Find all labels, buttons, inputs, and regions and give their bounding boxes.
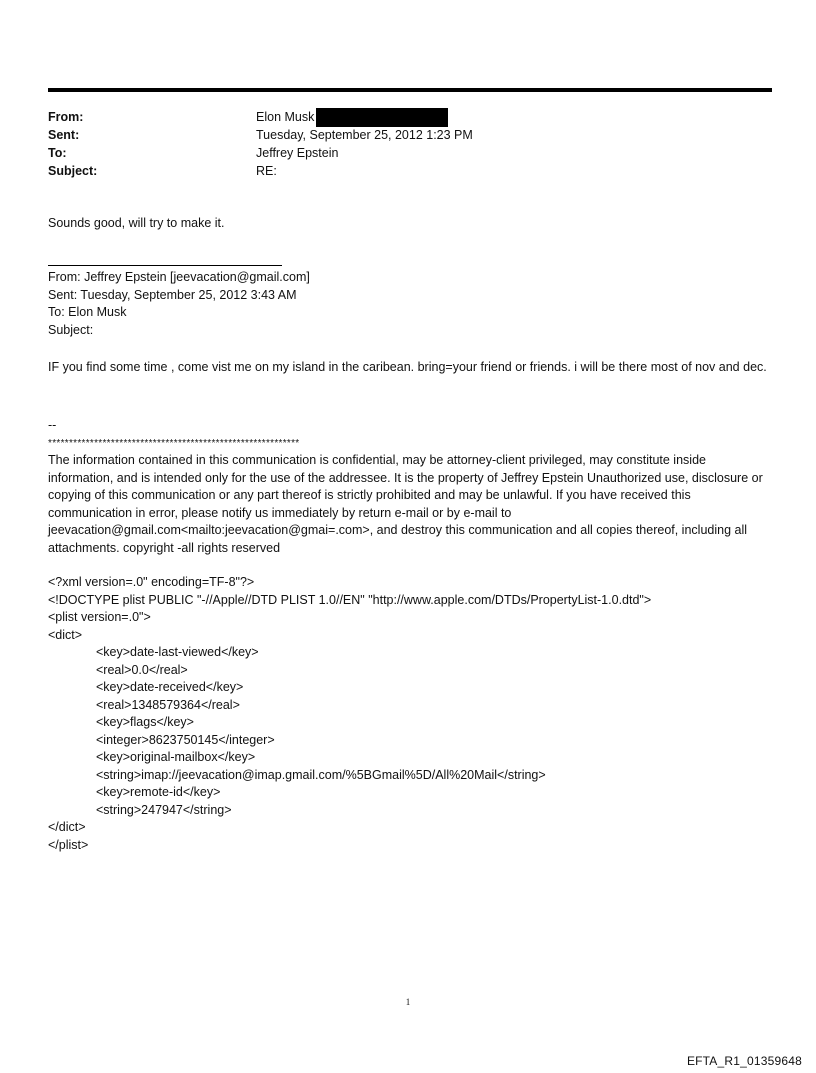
from-label: From: <box>48 110 84 124</box>
xml-line: <plist version=.0"> <box>48 610 151 624</box>
xml-line: <?xml version=.0" encoding=TF-8"?> <box>48 575 255 589</box>
quoted-to: To: Elon Musk <box>48 305 127 319</box>
xml-dict-line: <real>1348579364</real> <box>96 697 240 712</box>
page-number: 1 <box>405 997 411 1007</box>
quote-separator <box>48 265 282 266</box>
xml-dict-line: <string>247947</string> <box>96 802 232 817</box>
email-header <box>48 108 473 180</box>
from-value: Elon Musk <box>256 110 315 124</box>
signature-stars: ************************************************************ <box>48 437 300 449</box>
signature <box>48 417 772 452</box>
subject-value: RE: <box>256 164 277 178</box>
xml-line: <!DOCTYPE plist PUBLIC "-//Apple//DTD PLIST 1.0//EN" "http://www.apple.com/DTDs/PropertyList-1.0.dtd"> <box>48 592 652 607</box>
xml-close-line: </plist> <box>48 837 89 852</box>
xml-dict-line: <string>imap://jeevacation@imap.gmail.com/%5BGmail%5D/All%20Mail</string> <box>96 767 546 782</box>
xml-dict-line: <integer>8623750145</integer> <box>96 732 275 747</box>
quoted-sent: Sent: Tuesday, September 25, 2012 3:43 AM <box>48 287 297 302</box>
xml-dict-line: <real>0.0</real> <box>96 662 188 677</box>
from-row <box>48 108 473 126</box>
redaction-block <box>316 108 448 127</box>
header-rule <box>48 88 772 92</box>
xml-dict-line: <key>remote-id</key> <box>96 785 221 799</box>
sent-row <box>48 126 473 144</box>
xml-line: <dict> <box>48 627 83 642</box>
quoted-from: From: Jeffrey Epstein [jeevacation@gmail.com] <box>48 270 310 284</box>
to-value: Jeffrey Epstein <box>256 146 339 160</box>
to-label: To: <box>48 146 67 160</box>
xml-block <box>48 574 772 854</box>
disclaimer: The information contained in this communication is confidential, may be attorney-client privileged, may constitute inside information, and is intended only for the use of the addressee. It is the property of Jeffrey Epstein Unauthorized use, disclosure or copying of this communication or any part thereof is strictly prohibited and may be unlawful. If you have received this communication in error, please notify us immediately by return e-mail or by e-mail to jeevacation@gmail.com<mailto:jeevacation@gmai=.com>, and destroy this communication and all copies thereof, including all attachments. copyright -all rights reserved <box>48 453 763 555</box>
xml-close-line: </dict> <box>48 820 86 834</box>
to-row <box>48 144 473 162</box>
xml-dict-line: <key>date-last-viewed</key> <box>96 645 259 659</box>
quoted-subject: Subject: <box>48 322 94 337</box>
xml-dict-line: <key>flags</key> <box>96 715 194 729</box>
signature-dash: -- <box>48 418 57 432</box>
sent-label: Sent: <box>48 128 80 142</box>
subject-label: Subject: <box>48 164 98 178</box>
subject-row <box>48 162 473 180</box>
bates-number: EFTA_R1_01359648 <box>686 1054 802 1068</box>
reply-text: Sounds good, will try to make it. <box>48 216 225 230</box>
from-value-wrap <box>256 108 448 126</box>
quoted-header <box>48 269 772 339</box>
xml-dict-line: <key>date-received</key> <box>96 680 244 694</box>
xml-dict-line: <key>original-mailbox</key> <box>96 750 256 764</box>
sent-value: Tuesday, September 25, 2012 1:23 PM <box>256 128 473 142</box>
original-message: IF you find some time , come vist me on my island in the caribean. bring=your friend or friends. i will be there most of nov and dec. <box>48 360 767 374</box>
